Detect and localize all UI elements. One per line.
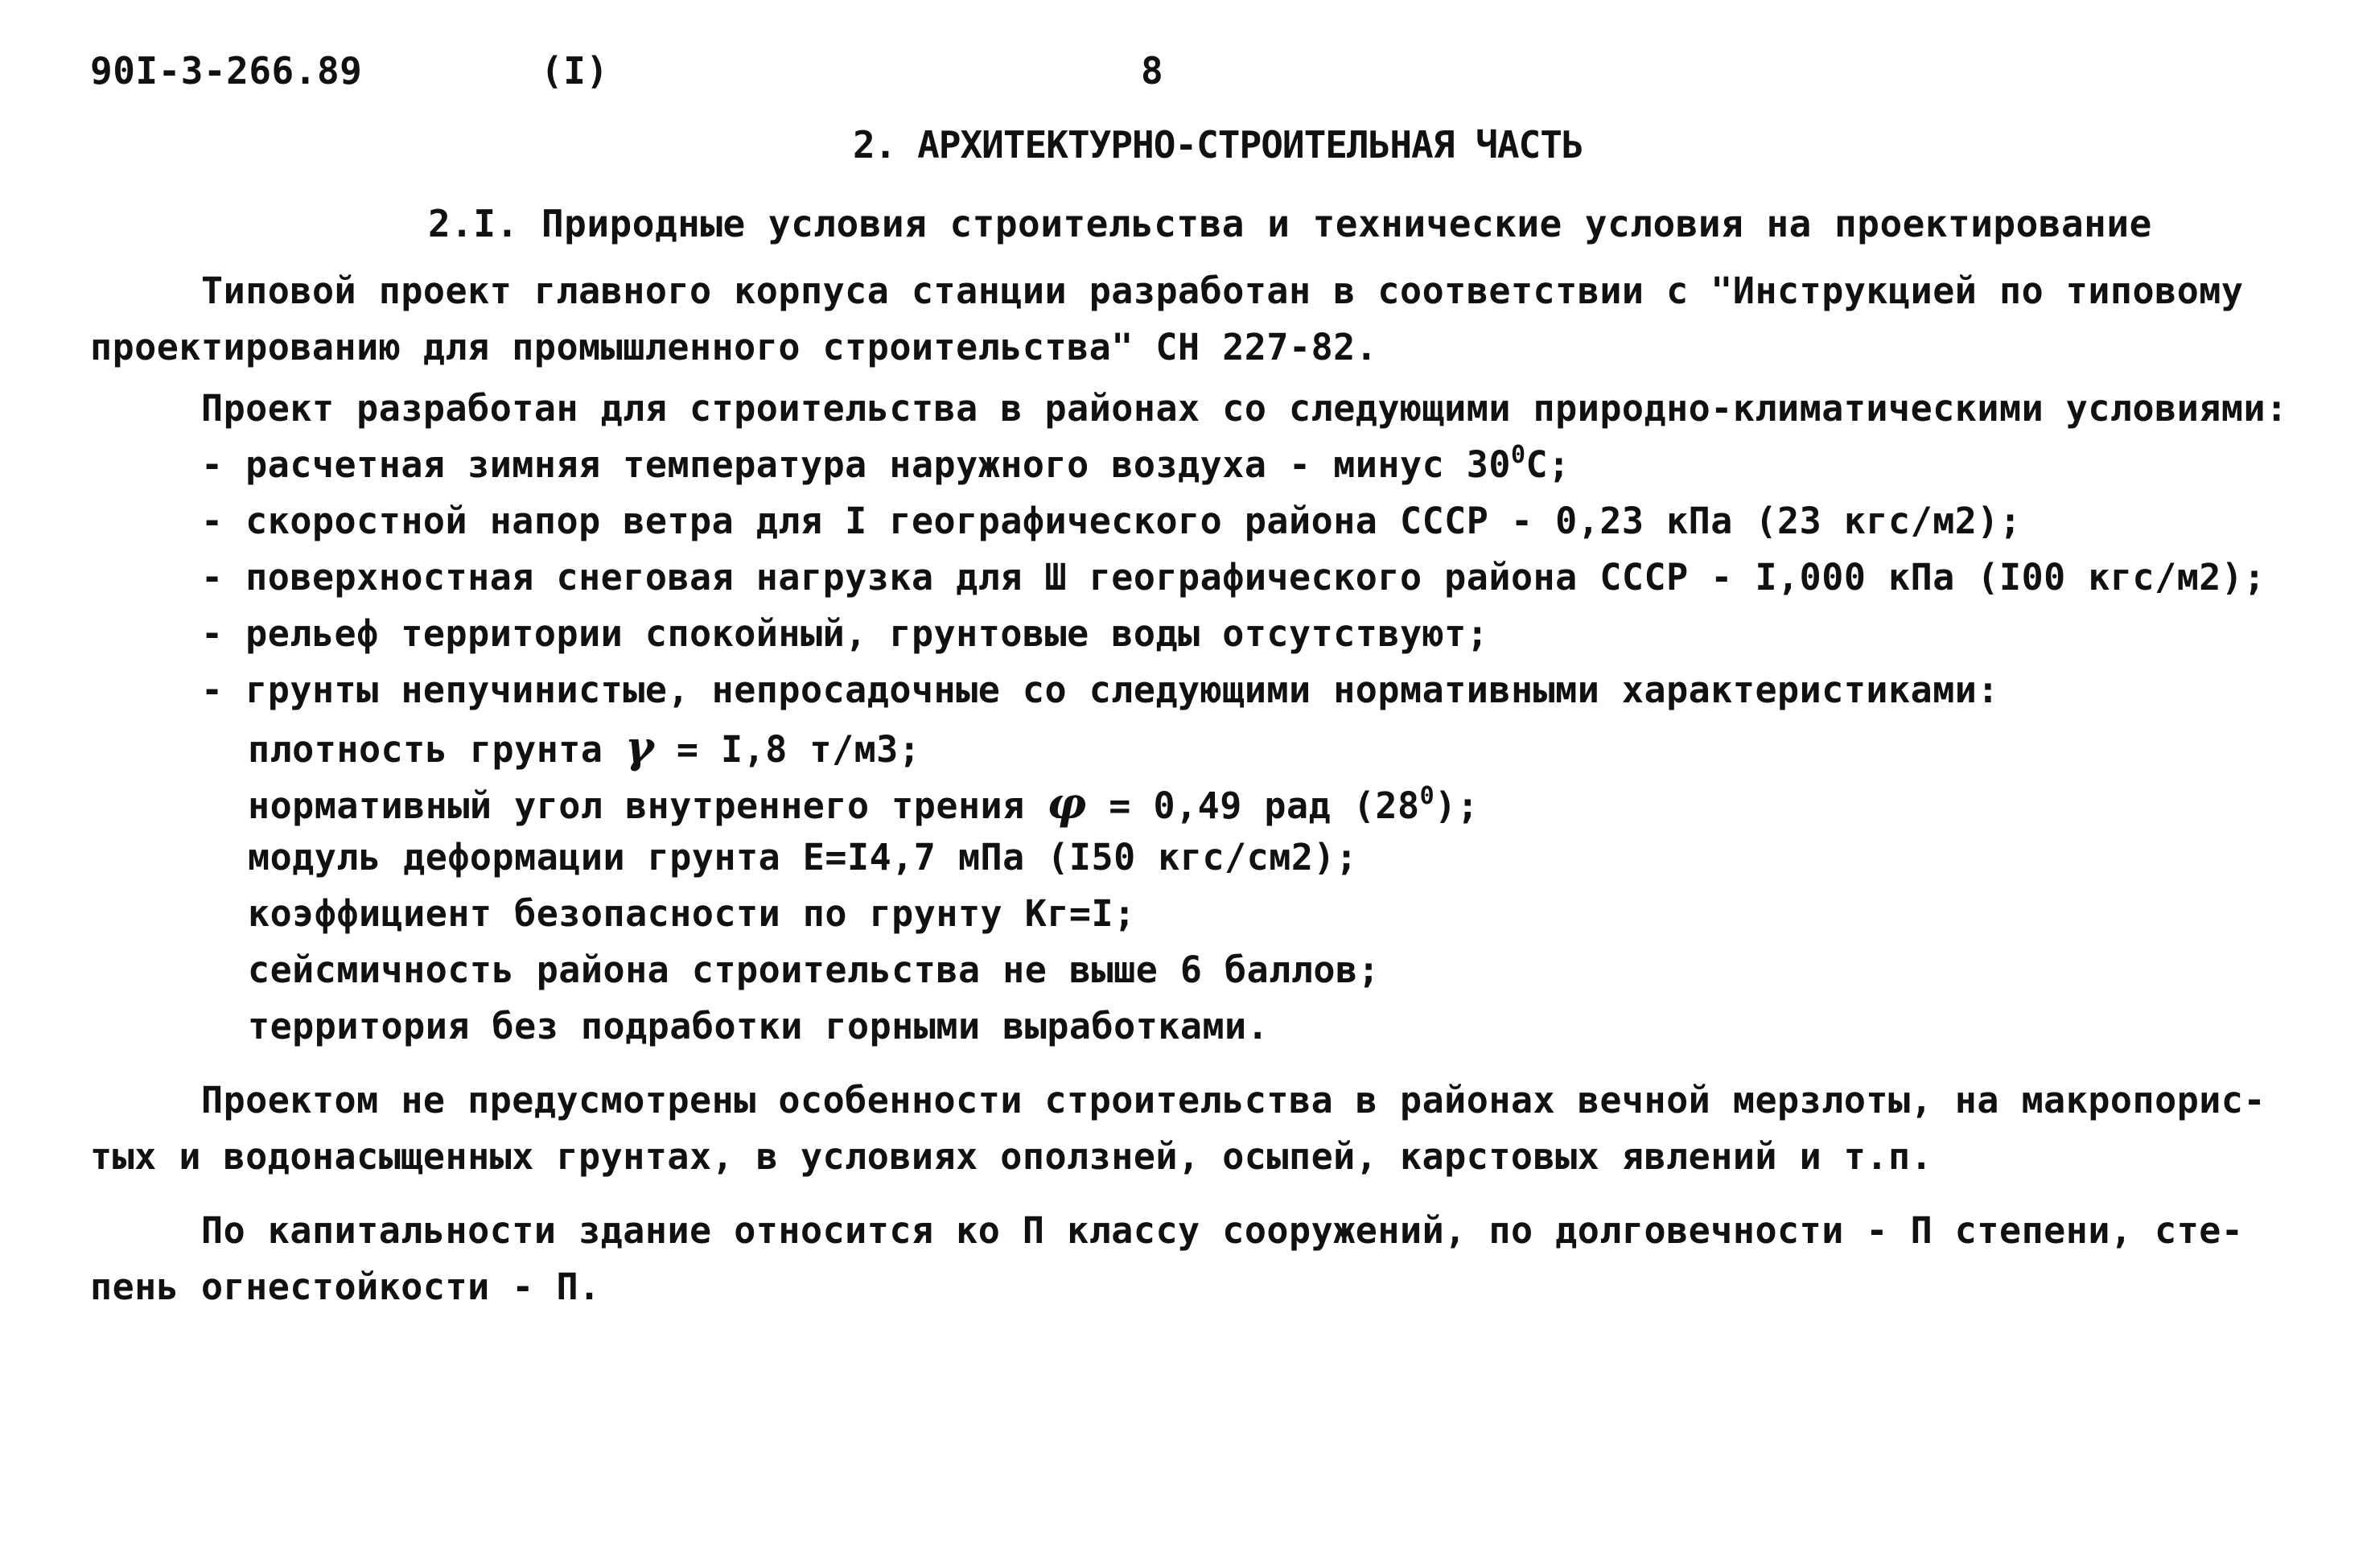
intro-line-1: Типовой проект главного корпуса станции разработан в соответствии с "Инструкцией по типовому	[201, 270, 2244, 312]
soil-density-value: = I,8 т/м3;	[654, 728, 921, 771]
territory-note: территория без подработки горными выработками.	[248, 1005, 1270, 1047]
special-conditions-line-1: Проектом не предусмотрены особенности строительства в районах вечной мерзлоты, на макропорис-	[201, 1079, 2266, 1121]
bullet-snow: - поверхностная снеговая нагрузка для Ш географического района СССР - I,000 кПа (I00 кгс/м2);	[201, 556, 2266, 599]
soil-density	[248, 722, 920, 774]
section-title: 2. АРХИТЕКТУРНО-СТРОИТЕЛЬНАЯ ЧАСТЬ	[853, 123, 1583, 167]
conditions-intro: Проект разработан для строительства в районах со следующими природно-климатическими условиями:	[201, 387, 2288, 430]
special-conditions-line-2: тых и водонасыщенных грунтах, в условиях оползней, осыпей, карстовых явлений и т.п.	[90, 1135, 1933, 1178]
class-line-1: По капитальности здание относится ко П классу сооружений, по долговечности - П степени, сте-	[201, 1209, 2244, 1252]
seismicity: сейсмичность района строительства не выше 6 баллов;	[248, 949, 1381, 991]
safety-coefficient: коэффициент безопасности по грунту Кг=I;	[248, 892, 1136, 935]
bullet-temperature-text: - расчетная зимняя температура наружного воздуха - минус 30	[201, 443, 1511, 486]
friction-degree-superscript: 0	[1419, 782, 1435, 810]
temperature-unit: С;	[1525, 443, 1570, 486]
phi-symbol: φ	[1047, 777, 1087, 829]
friction-angle-label: нормативный угол внутреннего трения	[248, 784, 1048, 827]
deformation-modulus: модуль деформации грунта Е=I4,7 мПа (I50 кгс/см2);	[248, 836, 1358, 879]
soil-density-label: плотность грунта	[248, 728, 626, 771]
page-number: 8	[1141, 49, 1164, 93]
friction-angle	[248, 779, 1479, 830]
class-line-2: пень огнестойкости - П.	[90, 1266, 601, 1308]
intro-line-2: проектированию для промышленного строительства" СН 227-82.	[90, 326, 1378, 368]
bullet-relief: - рельеф территории спокойный, грунтовые воды отсутствуют;	[201, 612, 1489, 655]
sheet-mark: (I)	[541, 49, 609, 93]
subsection-title: 2.I. Природные условия строительства и технические условия на проектирование	[428, 202, 2152, 245]
bullet-wind: - скоростной напор ветра для I географического района СССР - 0,23 кПа (23 кгс/м2);	[201, 500, 2022, 542]
document-code: 90I-3-266.89	[90, 49, 363, 93]
bullet-temperature	[201, 441, 1570, 489]
gamma-symbol: γ	[625, 721, 655, 772]
temperature-degree-superscript: 0	[1510, 441, 1526, 469]
bullet-soil: - грунты непучинистые, непросадочные со следующими нормативными характеристиками:	[201, 669, 1999, 711]
friction-angle-value: = 0,49 рад (28	[1086, 784, 1420, 827]
friction-angle-end: );	[1434, 784, 1480, 827]
